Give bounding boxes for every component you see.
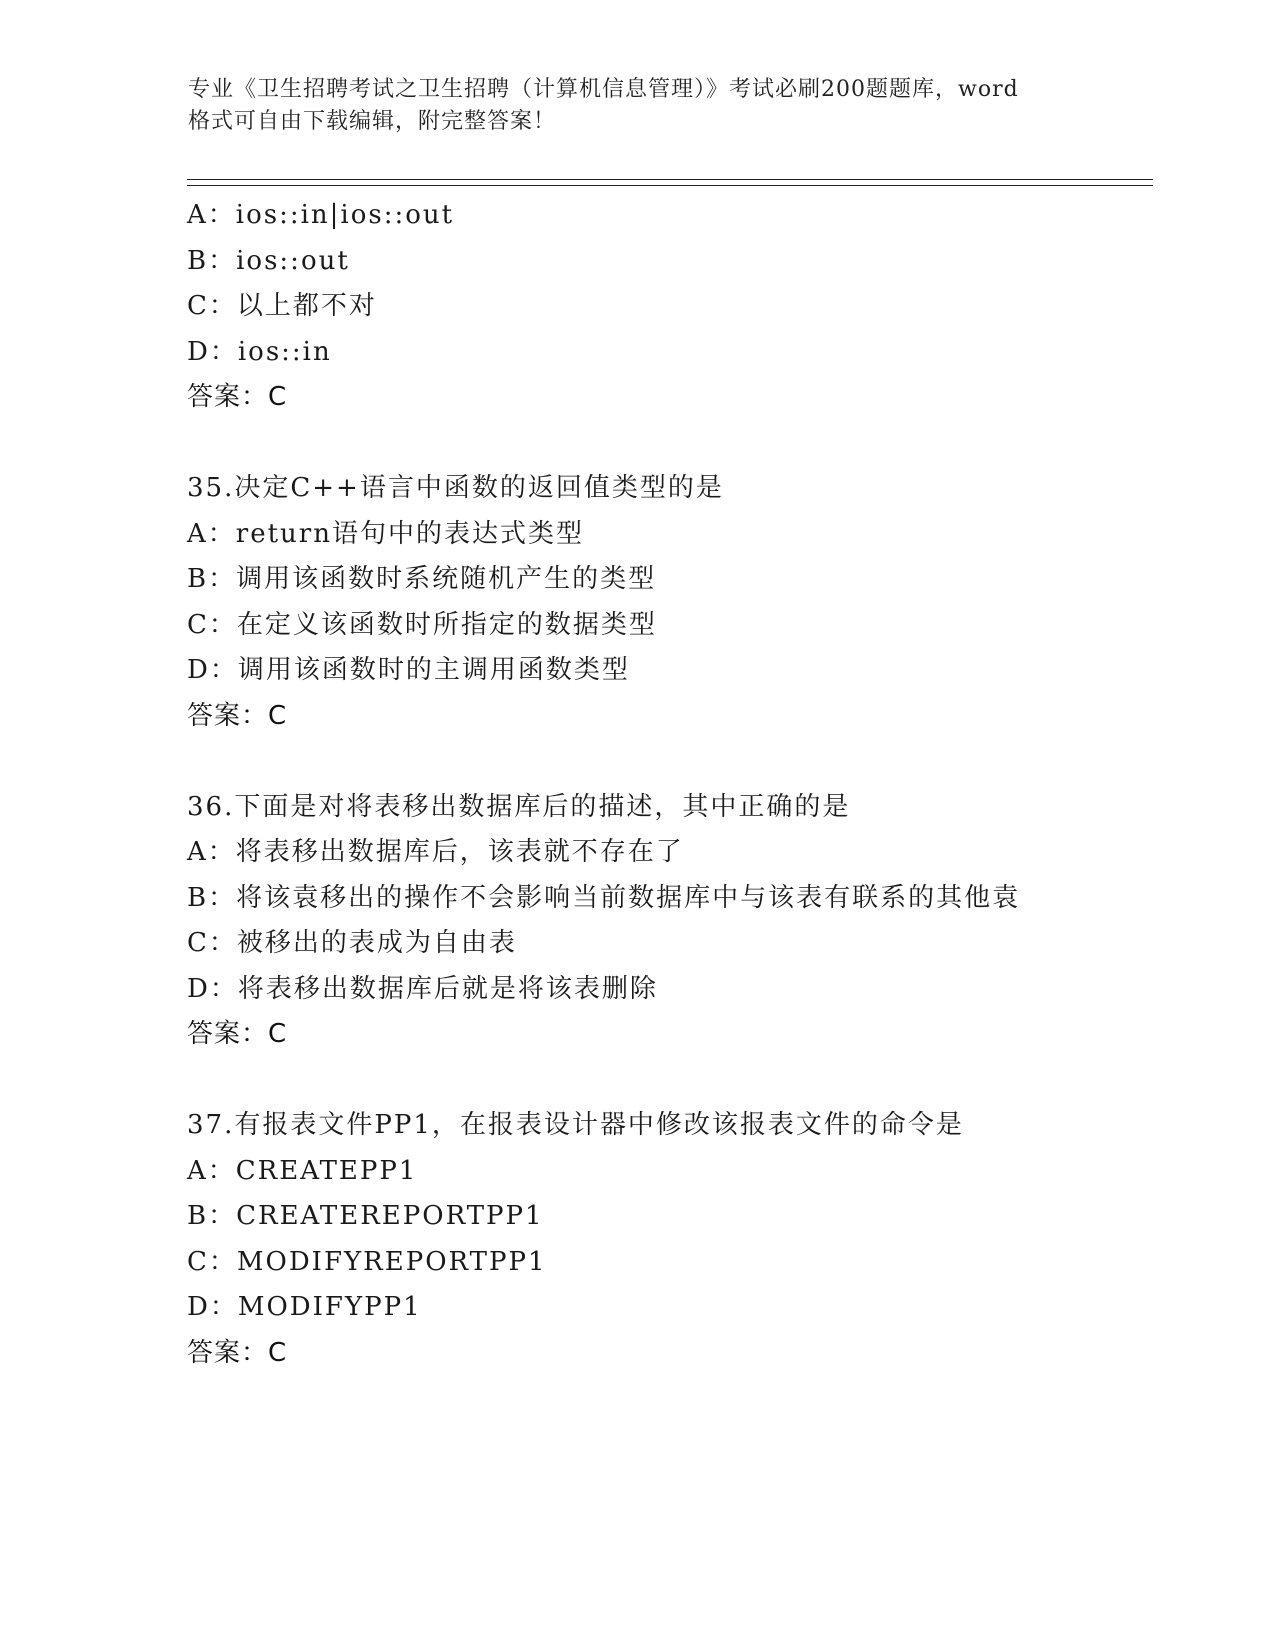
question-stem: 37.有报表文件PP1，在报表设计器中修改该报表文件的命令是	[187, 1110, 964, 1140]
question-block	[187, 193, 1187, 421]
question-stem: 35.决定C++语言中函数的返回值类型的是	[187, 473, 724, 503]
option-b: B：将该袁移出的操作不会影响当前数据库中与该表有联系的其他袁	[187, 882, 1021, 913]
answer-line: 答案：C	[187, 700, 288, 731]
option-d: D：MODIFYPP1	[187, 1292, 422, 1322]
answer-line: 答案：C	[187, 382, 288, 412]
option-a: A：将表移出数据库后，该表就不存在了	[187, 837, 684, 867]
option-c: C：以上都不对	[187, 291, 377, 321]
option-d: D：调用该函数时的主调用函数类型	[187, 655, 630, 685]
option-b: B：ios::out	[187, 245, 350, 276]
option-b: B：调用该函数时系统随机产生的类型	[187, 564, 657, 594]
spacer	[187, 421, 1187, 467]
option-b: B：CREATEREPORTPP1	[187, 1201, 544, 1231]
spacer	[187, 739, 1187, 785]
question-block	[187, 785, 1187, 1058]
header-line-2: 格式可自由下载编辑，附完整答案！	[188, 109, 557, 134]
answer-line: 答案：C	[187, 1337, 288, 1368]
question-block	[187, 466, 1187, 739]
header-divider-top	[187, 179, 1153, 180]
question-block	[187, 1103, 1187, 1376]
option-c: C：在定义该函数时所指定的数据类型	[187, 609, 657, 640]
option-a: A：CREATEPP1	[187, 1155, 418, 1186]
option-c: C：MODIFYREPORTPP1	[187, 1246, 547, 1277]
header-line-1: 专业《卫生招聘考试之卫生招聘（计算机信息管理）》考试必刷200题题库，word	[188, 77, 1019, 102]
option-d: D：将表移出数据库后就是将该表删除	[187, 973, 658, 1004]
document-header	[188, 74, 1088, 138]
question-stem: 36.下面是对将表移出数据库后的描述，其中正确的是	[187, 791, 851, 822]
option-a: A：return语句中的表达式类型	[187, 518, 584, 549]
header-divider-bottom	[187, 185, 1153, 186]
option-d: D：ios::in	[187, 336, 332, 367]
answer-line: 答案：C	[187, 1019, 288, 1049]
option-a: A：ios::in|ios::out	[187, 200, 455, 230]
option-c: C：被移出的表成为自由表	[187, 928, 517, 958]
question-list	[187, 193, 1187, 1376]
spacer	[187, 1058, 1187, 1104]
